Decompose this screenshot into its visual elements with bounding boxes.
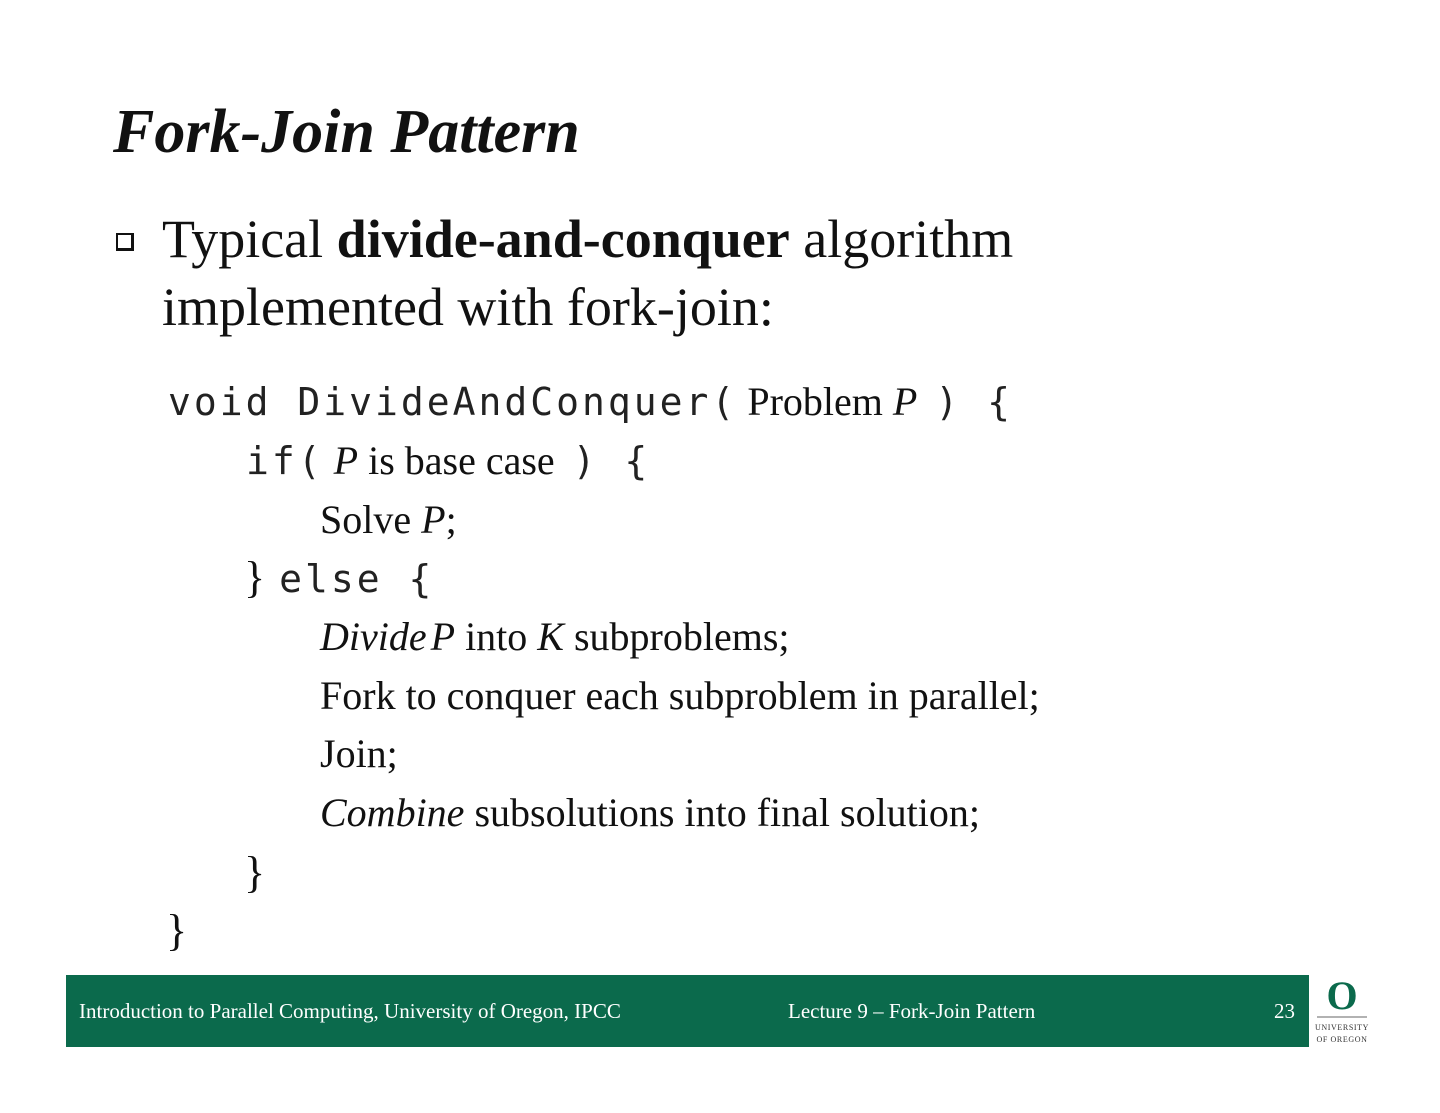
bullet-line-2: implemented with fork-join:	[162, 277, 774, 337]
code-line-7	[320, 727, 398, 781]
code-combine-verb: Combine	[320, 790, 465, 835]
code-if-close: ) {	[572, 439, 651, 483]
code-if-var: P	[333, 438, 359, 483]
code-else-brace: }	[244, 553, 266, 602]
footer-bar	[66, 975, 1309, 1047]
footer-page-number: 23	[1274, 999, 1295, 1023]
bullet-text-post: algorithm	[789, 209, 1014, 269]
footer-lecture-text: Lecture 9 – Fork-Join Pattern	[788, 999, 1036, 1023]
slide-title: Fork-Join Pattern	[113, 98, 580, 166]
university-of-oregon-logo	[1312, 975, 1372, 1050]
code-fork-text: Fork to conquer each subproblem in parallel;	[320, 673, 1040, 718]
code-solve-var: P	[421, 497, 446, 542]
code-divide-var-p: P	[430, 614, 456, 659]
checkbox-bullet-icon	[116, 233, 134, 251]
code-line-6	[320, 669, 1040, 723]
bullet-text-pre: Typical	[162, 209, 337, 269]
code-line-3	[320, 493, 457, 547]
code-line-10	[166, 904, 187, 958]
code-line-2	[246, 434, 650, 488]
code-solve-end: ;	[445, 497, 457, 542]
code-signature-close: ) {	[935, 380, 1013, 424]
code-line-8	[320, 786, 980, 840]
code-outer-close-brace: }	[166, 906, 188, 955]
bullet-text-bold: divide-and-conquer	[336, 209, 790, 269]
logo-o-letter: O	[1326, 975, 1358, 1018]
code-param-type: Problem	[747, 379, 893, 424]
bullet-line-1	[162, 205, 1162, 273]
logo-line-1: UNIVERSITY	[1315, 1023, 1369, 1032]
code-solve-text: Solve	[320, 497, 422, 542]
code-divide-into: into	[455, 614, 538, 659]
code-function-signature: void DivideAndConquer(	[168, 380, 738, 424]
code-line-1	[168, 375, 1013, 429]
logo-line-2: OF OREGON	[1316, 1035, 1368, 1044]
code-param-var: P	[892, 379, 918, 424]
code-if-keyword: if(	[246, 439, 324, 483]
footer-course-text: Introduction to Parallel Computing, University of Oregon, IPCC	[79, 999, 621, 1023]
bullet-text	[162, 205, 1162, 341]
code-divide-var-k: K	[537, 614, 564, 659]
code-join-text: Join;	[320, 731, 398, 776]
code-line-5	[320, 610, 790, 664]
code-line-4	[244, 551, 434, 605]
code-inner-close-brace: }	[244, 848, 266, 897]
code-combine-rest: subsolutions into final solution;	[464, 790, 981, 835]
code-if-condition: is base case	[358, 438, 555, 483]
code-else-keyword: else {	[279, 557, 435, 601]
code-divide-verb: Divide	[320, 614, 427, 659]
code-line-9	[244, 846, 265, 900]
code-divide-rest: subproblems;	[563, 614, 790, 659]
